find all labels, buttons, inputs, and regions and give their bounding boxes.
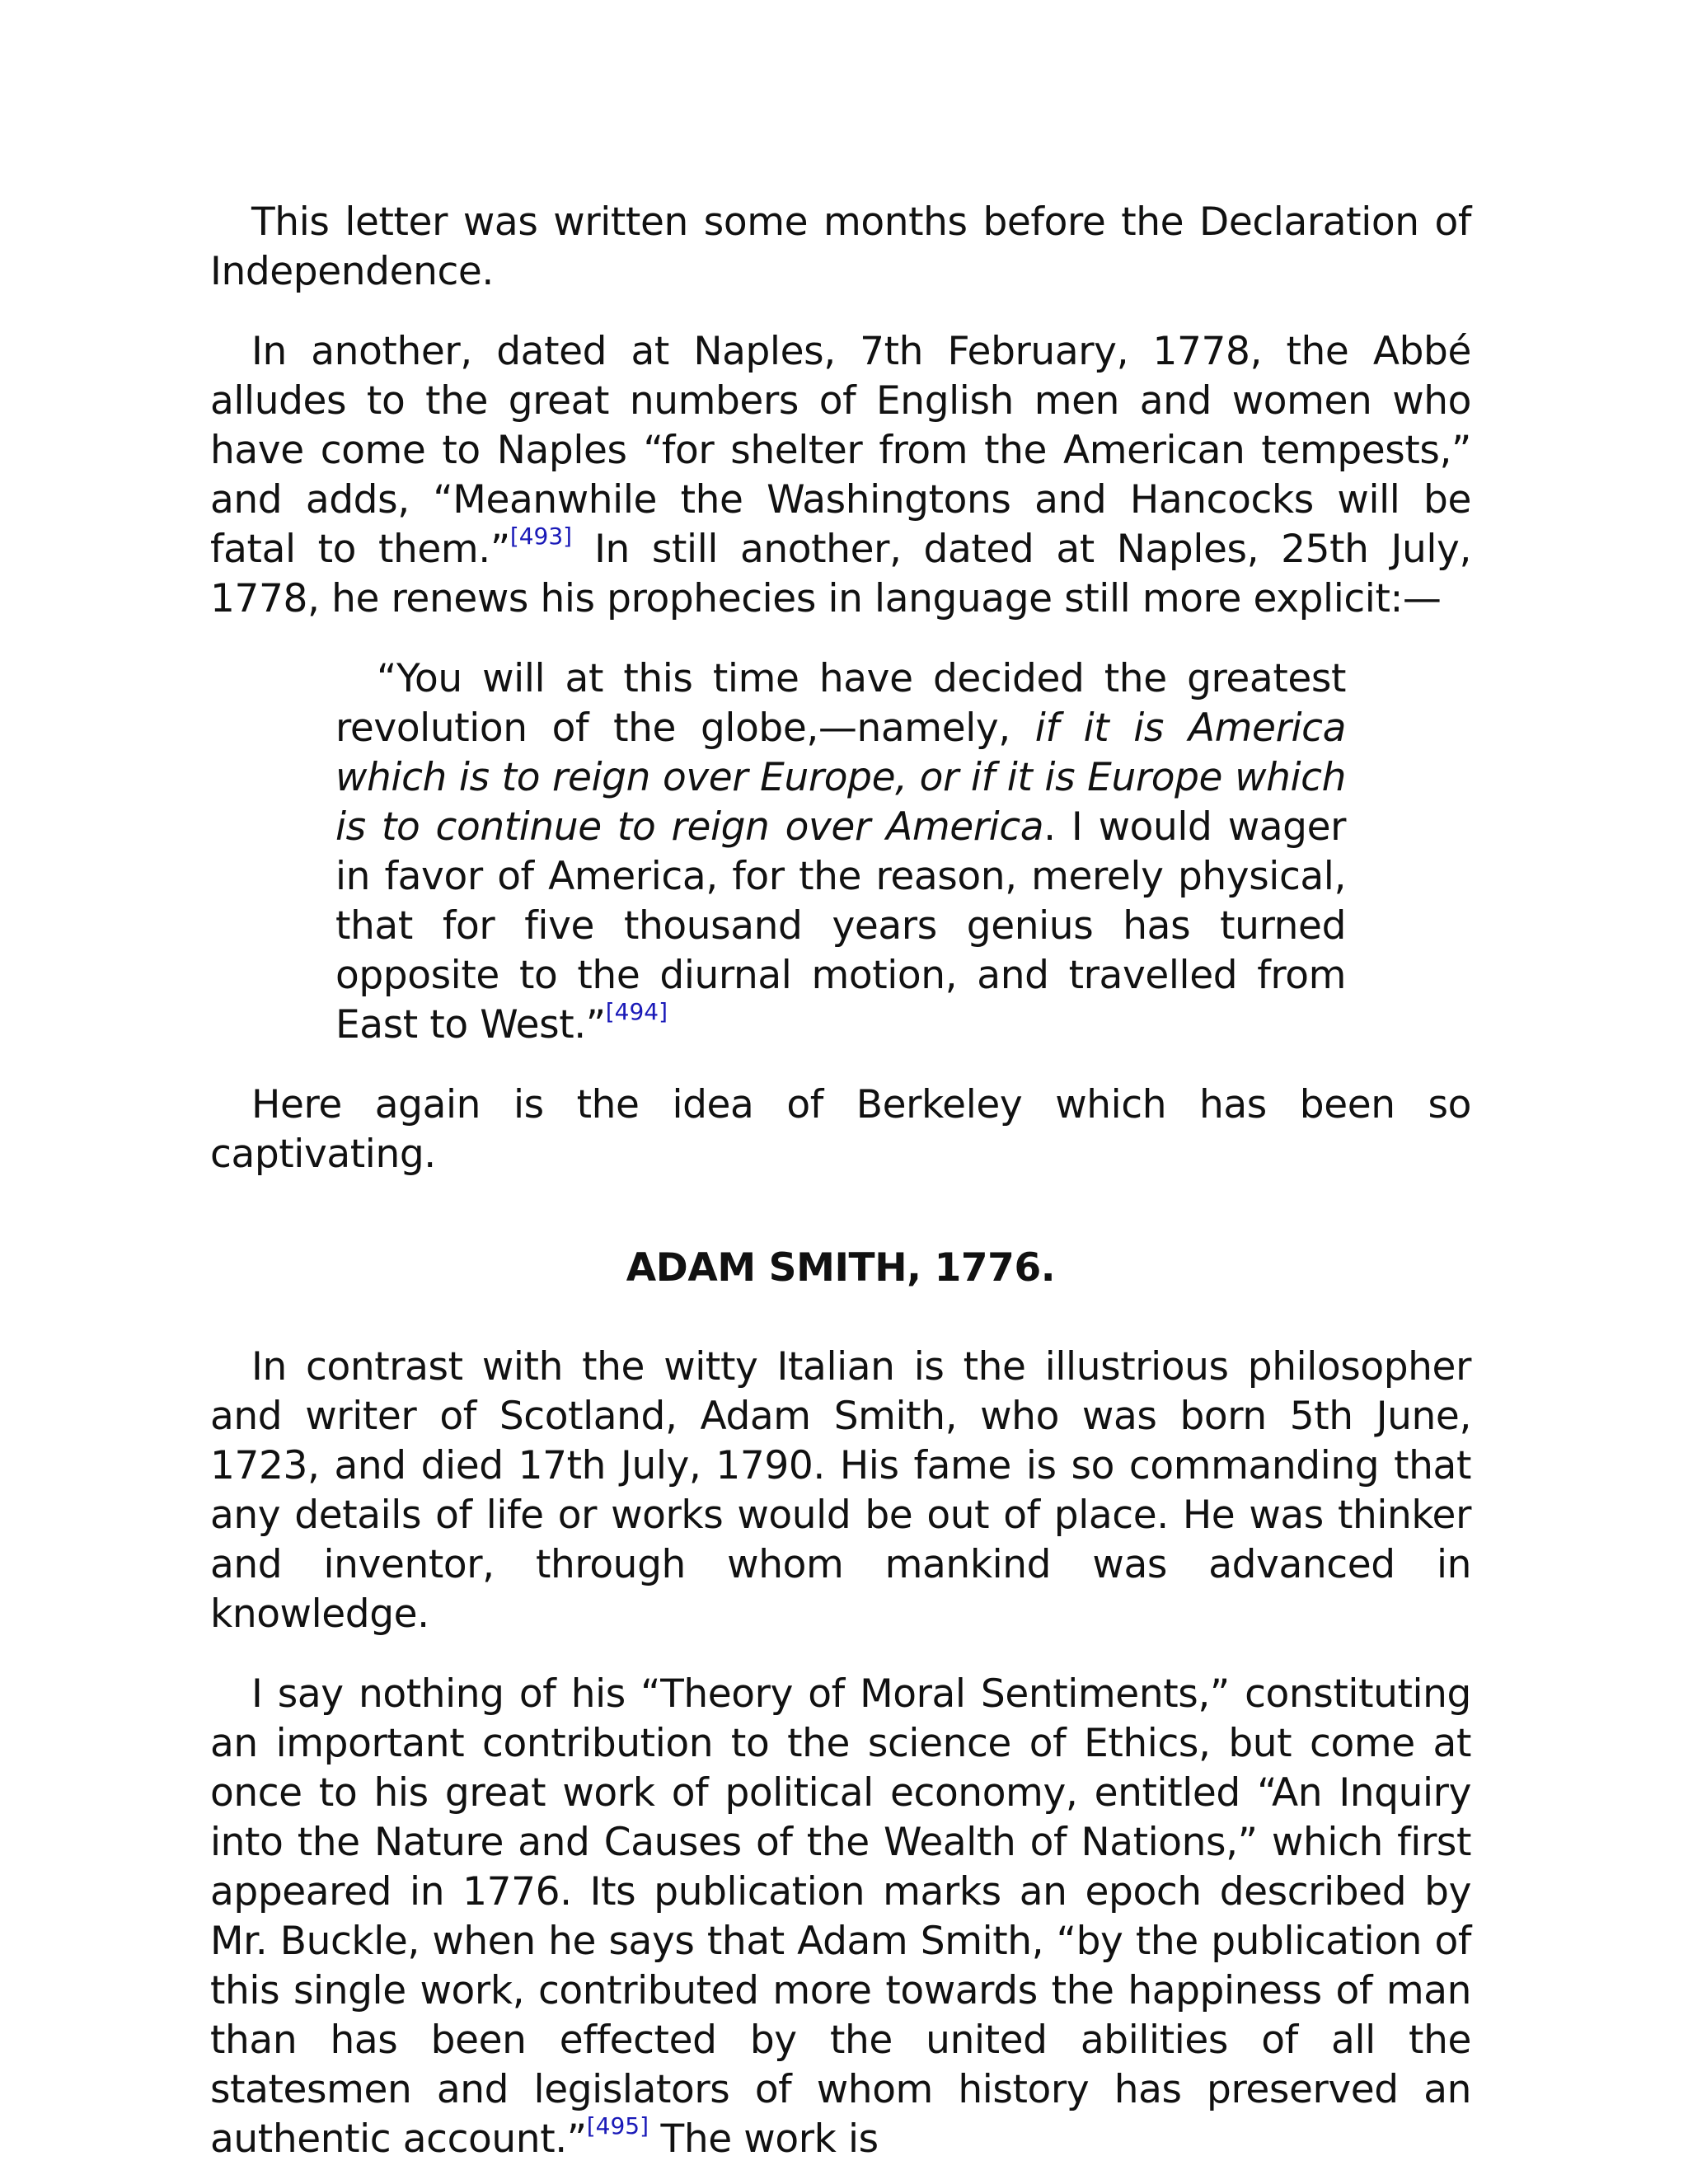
paragraph-text: This letter was written some months before the Declaration of Independence. bbox=[210, 199, 1471, 294]
paragraph-text: In contrast with the witty Italian is the illustrious philosopher and writer of Scotland, Adam Smith, who was born 5th June, 1723, and died 17th July, 1790. His fame is so commanding that any details of life or works would be out of place. He was thinker and inventor, through whom mankind was advanced in knowledge. bbox=[210, 1344, 1471, 1637]
paragraph-text: In still another, dated at Naples, 25th July, 1778, he renews his prophecies in language still more explicit:— bbox=[210, 527, 1472, 621]
paragraph-adam-smith-intro bbox=[210, 1343, 1471, 1639]
paragraph-text: Here again is the idea of Berkeley which has been so captivating. bbox=[210, 1082, 1471, 1177]
paragraph-text: In another, dated at Naples, 7th February, 1778, the Abbé alludes to the great numbers of English men and women who have come to Naples “for shelter from the American tempests,” and adds, “Meanwhile the Washingtons and Hancocks will be fatal to them.” bbox=[210, 329, 1471, 572]
quote-text: . I would wager in favor of America, for the reason, merely physical, that for five thousand years genius has turned opposite to the diurnal motion, and travelled from East to West.” bbox=[335, 804, 1347, 1047]
paragraph-text: I say nothing of his “Theory of Moral Sentiments,” constituting an important contribution to the science of Ethics, but come at once to his great work of political economy, entitled “An Inquiry into the Nature and Causes of the Wealth of Nations,” which first appeared in 1776. Its publication marks an epoch described by Mr. Buckle, when he says that Adam Smith, “by the publication of this single work, contributed more towards the happiness of man than has been effected by the united abilities of all the statesmen and legislators of whom history has preserved an authentic account.” bbox=[210, 1671, 1471, 2162]
section-heading: ADAM SMITH, 1776. bbox=[626, 1245, 1056, 1291]
paragraph-berkeley bbox=[210, 1080, 1471, 1179]
footnote-link-493[interactable]: [493] bbox=[509, 523, 573, 550]
paragraph-naples-letters bbox=[210, 327, 1471, 624]
quote-text: “You will at this time have decided the greatest revolution of the globe,—namely, bbox=[335, 656, 1346, 751]
footnote-link-494[interactable]: [494] bbox=[605, 998, 668, 1025]
document-page bbox=[210, 198, 1471, 2164]
block-quote bbox=[335, 654, 1346, 1050]
footnote-link-495[interactable]: [495] bbox=[586, 2112, 649, 2139]
paragraph-wealth-of-nations bbox=[210, 1670, 1471, 2164]
paragraph-declaration bbox=[210, 198, 1471, 297]
paragraph-text: The work is bbox=[649, 2116, 879, 2162]
quote-emphasis: if it is America which is to reign over Europe, or if it is Europe which is to continue to reign over America bbox=[335, 705, 1346, 850]
quote-paragraph bbox=[335, 654, 1346, 1050]
